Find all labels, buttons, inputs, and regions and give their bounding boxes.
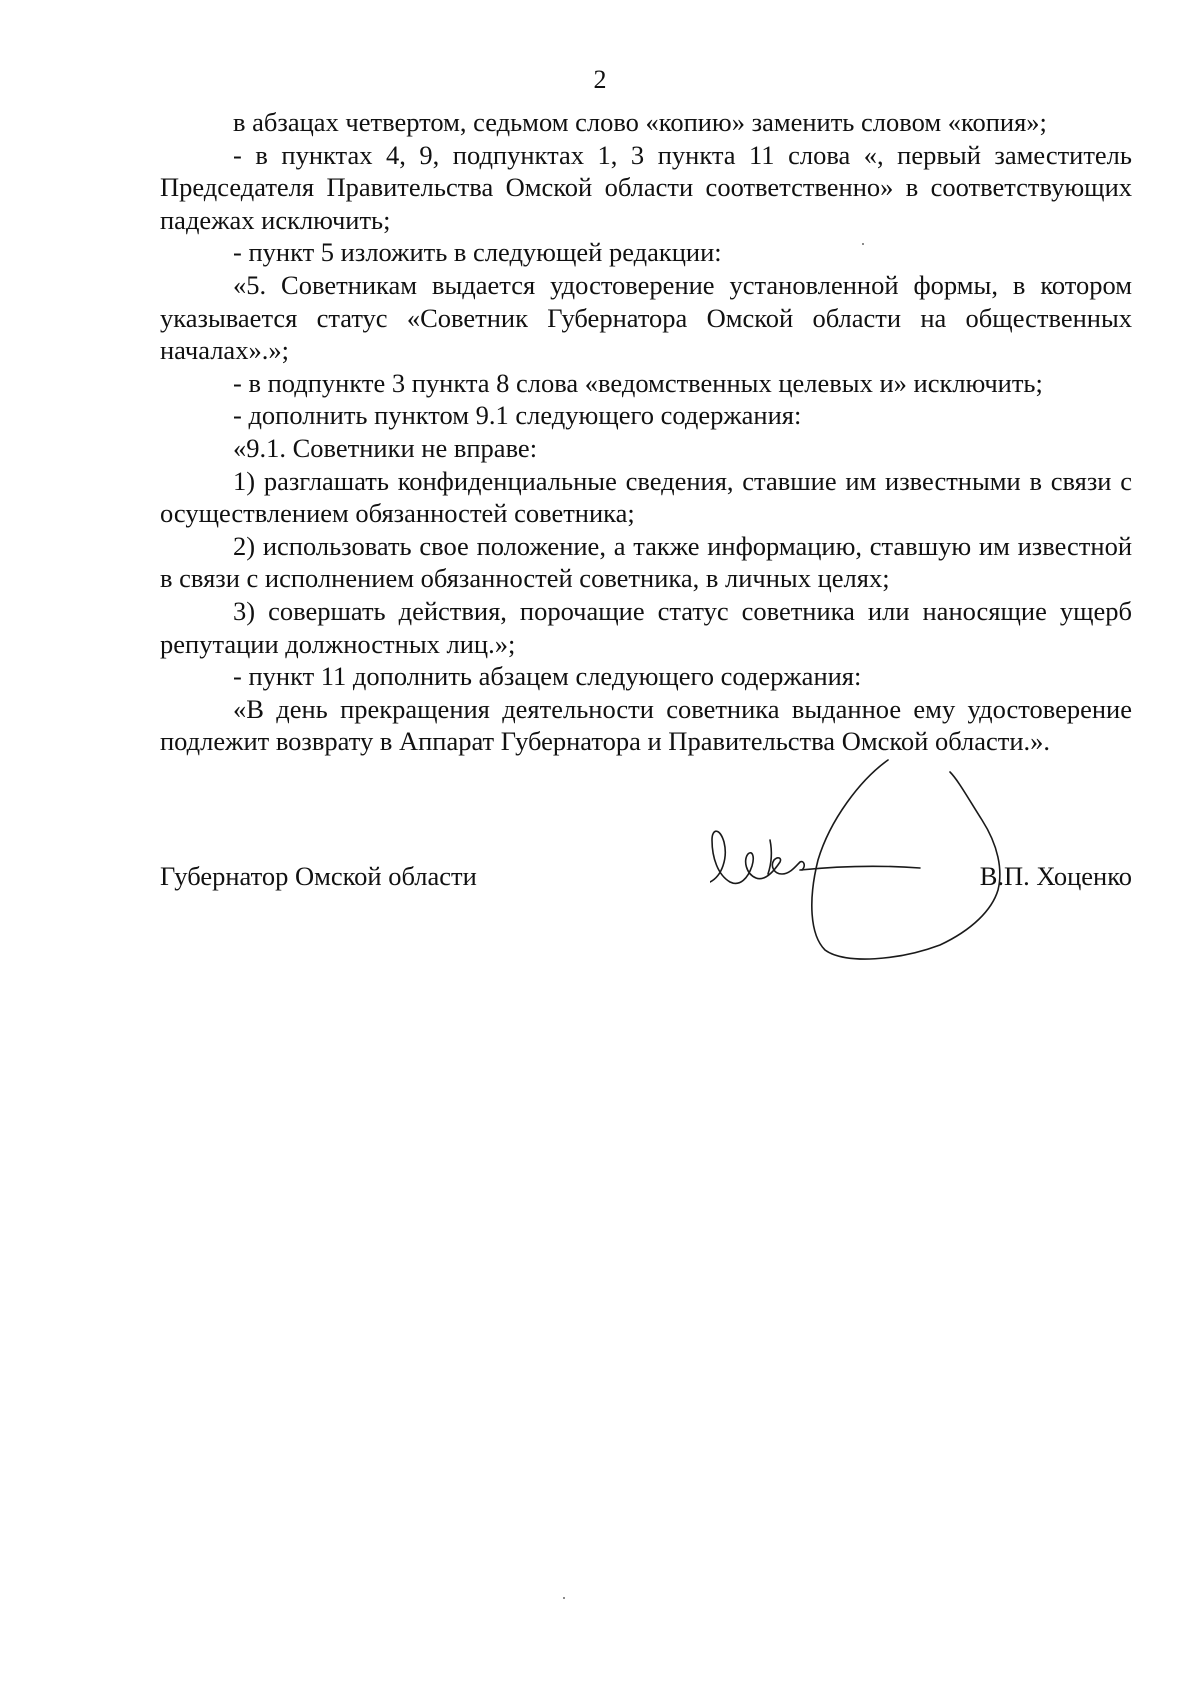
paragraph-2: - в пунктах 4, 9, подпунктах 1, 3 пункта 11 слова «, первый заместитель Председателя Правительства Омской области соответственно» в соответствующих падежах исключить;: [160, 139, 1132, 235]
signer-title: Губернатор Омской области: [160, 861, 477, 891]
handwritten-signature-icon: [710, 750, 1070, 970]
scan-speck: [563, 1597, 565, 1599]
page-number: 2: [593, 65, 607, 94]
paragraph-12: «В день прекращения деятельности советника выданное ему удостоверение подлежит возврату в Аппарат Губернатора и Правительства Омской области.».: [160, 693, 1132, 757]
paragraph-6: - дополнить пунктом 9.1 следующего содержания:: [233, 400, 802, 431]
document-body: [160, 106, 1132, 758]
paragraph-9: 2) использовать свое положение, а также информацию, ставшую им известной в связи с исполнением обязанностей советника, в личных целях;: [160, 530, 1132, 594]
signer-name: В.П. Хоценко: [979, 861, 1132, 891]
paragraph-1: в абзацах четвертом, седьмом слово «копию» заменить словом «копия»;: [233, 107, 1047, 137]
paragraph-8: 1) разглашать конфиденциальные сведения, ставшие им известными в связи с осуществлением обязанностей советника;: [160, 465, 1132, 529]
scan-speck: [862, 243, 864, 245]
paragraph-10: 3) совершать действия, порочащие статус советника или наносящие ущерб репутации должностных лиц.»;: [160, 595, 1132, 659]
paragraph-11: - пункт 11 дополнить абзацем следующего содержания:: [233, 661, 862, 692]
paragraph-7: «9.1. Советники не вправе:: [233, 432, 538, 463]
paragraph-4: «5. Советникам выдается удостоверение установленной формы, в котором указывается статус «Советник Губернатора Омской области на общественных началах».»;: [160, 269, 1132, 366]
paragraph-5: - в подпункте 3 пункта 8 слова «ведомственных целевых и» исключить;: [233, 367, 1043, 398]
paragraph-3: - пункт 5 изложить в следующей редакции:: [233, 237, 722, 268]
